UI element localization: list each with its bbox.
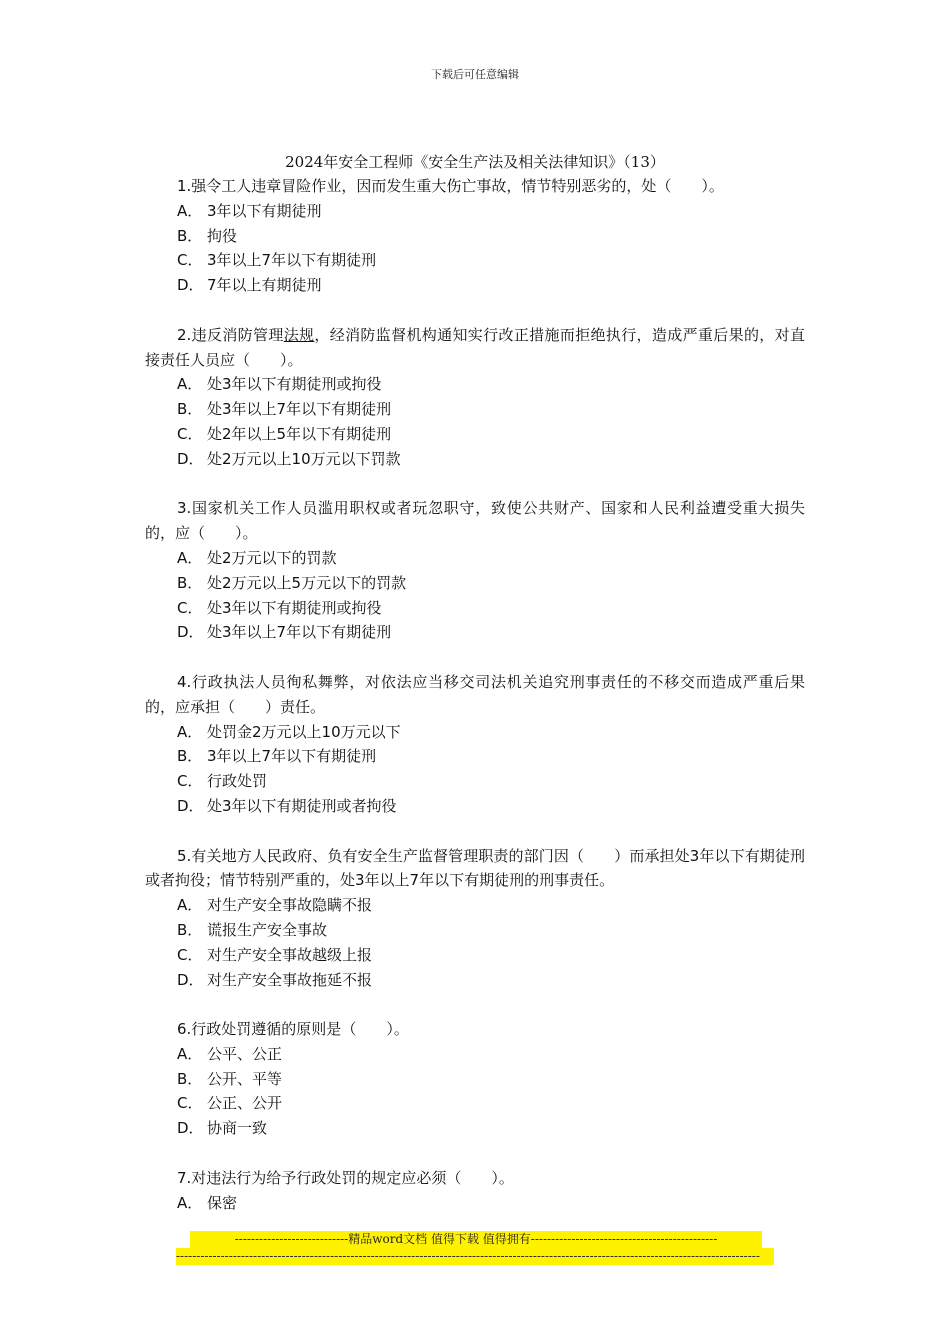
answer-option-letter: A． [177,548,203,567]
answer-option-letter: B． [177,400,203,419]
answer-option-text: 3年以上7年以下有期徒刑 [207,747,377,766]
answer-option-letter: D． [177,449,204,468]
answer-option [145,372,805,397]
answer-option-letter: B． [177,1069,203,1088]
answer-option [145,1067,805,1092]
answer-option-letter: C． [177,1094,203,1113]
answer-option-text: 处3年以下有期徒刑或拘役 [207,598,382,617]
answer-option-letter: D． [177,970,204,989]
question-stem [145,1166,805,1191]
answer-option-text: 行政处罚 [207,772,268,791]
answer-option-text: 3年以上7年以下有期徒刑 [207,251,377,270]
answer-option-text: 7年以上有期徒刑 [207,276,322,295]
answer-option [145,273,805,298]
question-item [145,844,805,993]
footer-banner-line-2: ------------------------------------------------------------------------------------------------------------------------------------------------ [176,1248,774,1265]
answer-option [145,769,805,794]
answer-option-text: 3年以下有期徒刑 [207,201,322,220]
answer-option [145,447,805,472]
answer-option-letter: A． [177,896,203,915]
answer-option [145,397,805,422]
answer-option-letter: A． [177,201,203,220]
answer-option-letter: B． [177,747,203,766]
answer-option-letter: D． [177,623,204,642]
answer-option-letter: D． [177,796,204,815]
answer-option-text: 处2万元以下的罚款 [207,548,337,567]
question-stem-text: 3.国家机关工作人员滥用职权或者玩忽职守，致使公共财产、国家和人民利益遭受重大损失的，应（ ）。 [145,499,805,543]
answer-option [145,199,805,224]
answer-option-text: 保密 [207,1193,238,1212]
answer-option [145,893,805,918]
answer-option [145,1042,805,1067]
answer-option-letter: A． [177,375,203,394]
answer-option-letter: A． [177,1044,203,1063]
answer-option-letter: C． [177,945,203,964]
answer-option-letter: D． [177,1119,204,1138]
answer-option-text: 拘役 [207,226,238,245]
header-note: 下载后可任意编辑 [431,68,519,81]
answer-option-text: 对生产安全事故拖延不报 [207,970,373,989]
question-stem [145,1017,805,1042]
question-stem [145,844,805,894]
answer-option-letter: A． [177,722,203,741]
answer-option [145,794,805,819]
answer-option-letter: C． [177,772,203,791]
answer-option-letter: C． [177,598,203,617]
answer-option-text: 对生产安全事故越级上报 [207,945,373,964]
answer-option-text: 对生产安全事故隐瞒不报 [207,896,373,915]
question-stem-text-continued: ，经消防监督机构通知实行改正措施而拒绝执行，造成严重后果的，对直接责任人员应（ ）。 [145,325,805,369]
answer-option-letter: A． [177,1193,203,1212]
answer-option-text: 处3年以上7年以下有期徒刑 [207,623,392,642]
question-item [145,496,805,645]
question-stem-text: 5.有关地方人民政府、负有安全生产监督管理职责的部门因（ ）而承担处3年以下有期徒刑或者拘役；情节特别严重的，处3年以上7年以下有期徒刑的刑事责任。 [145,846,805,890]
answer-option-text: 处2万元以上5万元以下的罚款 [207,573,407,592]
answer-option [145,918,805,943]
answer-option [145,1091,805,1116]
question-item [145,323,805,472]
answer-option-text: 处2万元以上10万元以下罚款 [207,449,401,468]
answer-option [145,720,805,745]
footer-banner [176,1231,774,1265]
answer-option-letter: B． [177,226,203,245]
answer-option-letter: C． [177,251,203,270]
question-stem-text: 6.行政处罚遵循的原则是（ ）。 [177,1020,409,1039]
answer-option [145,620,805,645]
answer-option-text: 公平、公正 [207,1044,283,1063]
answer-option [145,546,805,571]
question-stem-text: 4.行政执法人员徇私舞弊，对依法应当移交司法机关追究刑事责任的不移交而造成严重后果的，应承担（ ）责任。 [145,672,805,716]
answer-option [145,224,805,249]
answer-option-text: 处3年以上7年以下有期徒刑 [207,400,392,419]
question-item [145,670,805,819]
question-item [145,1166,805,1216]
answer-option-letter: C． [177,424,203,443]
answer-option-text: 公开、平等 [207,1069,283,1088]
answer-option-text: 处3年以下有期徒刑或者拘役 [207,796,397,815]
answer-option-letter: B． [177,573,203,592]
question-stem-text: 7.对违法行为给予行政处罚的规定应必须（ ）。 [177,1168,514,1187]
question-stem-text: 1.强令工人违章冒险作业，因而发生重大伤亡事故，情节特别恶劣的，处（ ）。 [177,177,724,195]
answer-option [145,943,805,968]
answer-option [145,248,805,273]
document-title: 2024年安全工程师《安全生产法及相关法律知识》（13） [285,153,665,171]
answer-option-letter: D． [177,276,204,295]
question-stem [145,323,805,373]
answer-option [145,744,805,769]
answer-option [145,968,805,993]
question-stem-text: 2.违反消防管理 [177,325,284,344]
answer-option-letter: B． [177,920,203,939]
footer-banner-line-1: ----------------------------精品word文档 值得下载 值得拥有---------------------------------------------- [190,1231,762,1248]
question-stem-underlined-term: 法规 [283,325,315,344]
question-item [145,1017,805,1141]
question-list [145,174,805,1215]
answer-option-text: 协商一致 [207,1119,268,1138]
answer-option [145,596,805,621]
answer-option [145,571,805,596]
answer-option-text: 公正、公开 [207,1094,283,1113]
answer-option-text: 处罚金2万元以上10万元以下 [207,722,401,741]
answer-option-text: 谎报生产安全事故 [207,920,328,939]
answer-option-text: 处2年以上5年以下有期徒刑 [207,424,392,443]
answer-option [145,422,805,447]
answer-option [145,1116,805,1141]
answer-option [145,1191,805,1216]
question-stem [145,496,805,546]
question-item [145,174,805,298]
answer-option-text: 处3年以下有期徒刑或拘役 [207,375,382,394]
question-stem [145,670,805,720]
question-stem [145,174,805,199]
